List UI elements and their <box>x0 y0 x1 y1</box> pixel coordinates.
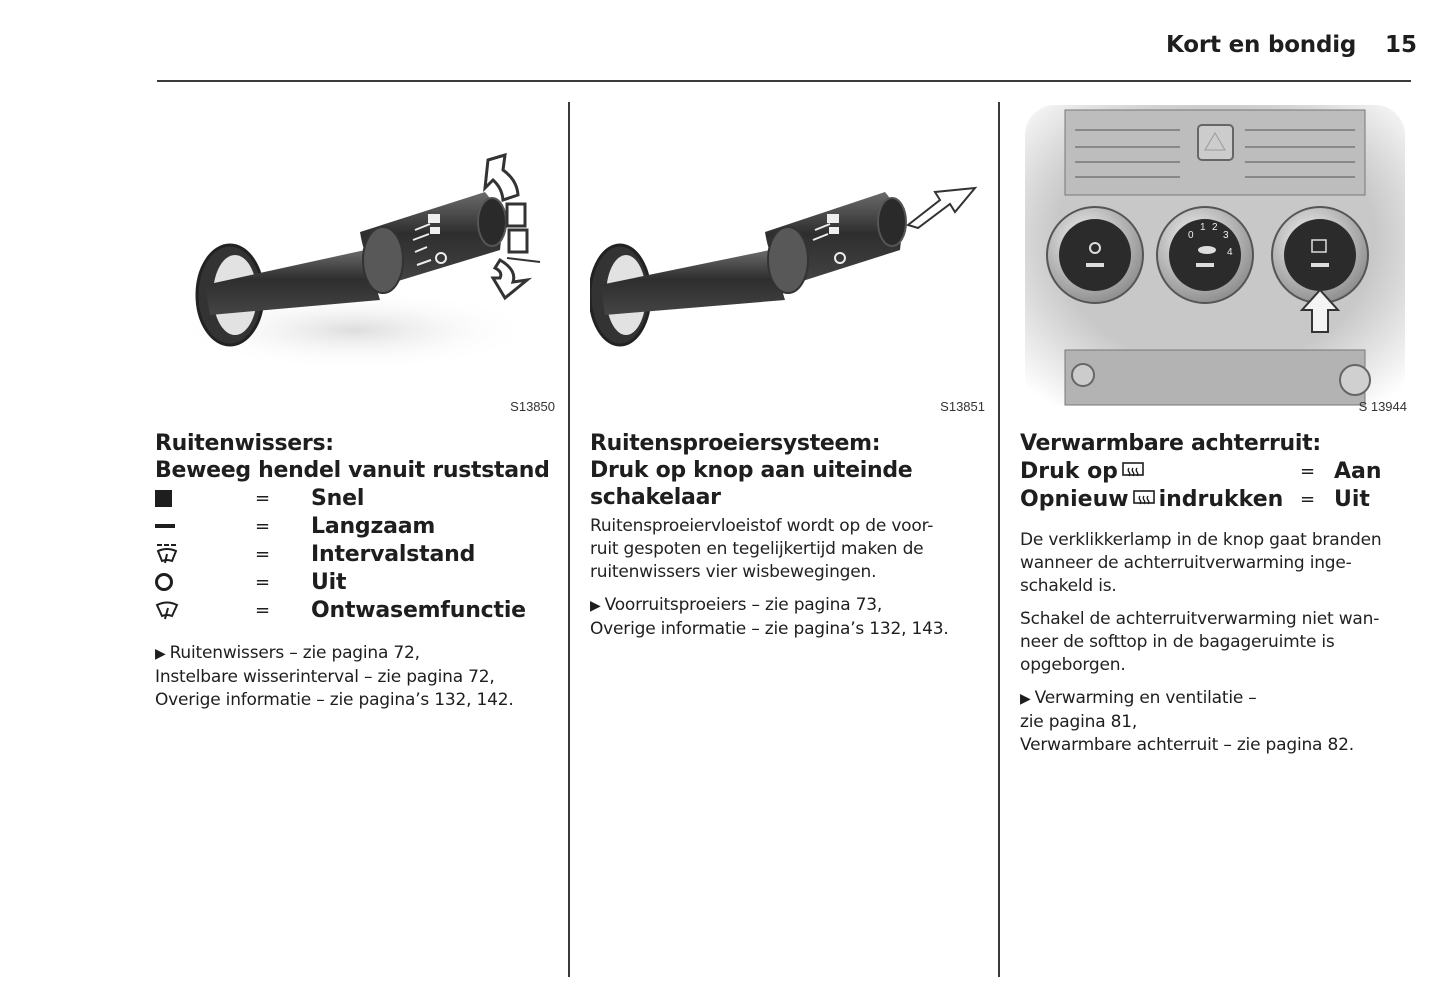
legend-row <box>155 540 555 568</box>
column-wipers <box>155 100 555 712</box>
wiper-icon <box>155 599 179 621</box>
figure-caption: S13850 <box>510 399 555 414</box>
body-line: De verklikkerlamp in de knop gaat branden <box>1020 530 1382 550</box>
switch-value: Aan <box>1334 458 1382 484</box>
switch-row <box>1020 457 1415 485</box>
column-divider <box>568 102 570 977</box>
reference-link[interactable]: Verwarming en ventilatie – <box>1034 688 1257 708</box>
equals-sign: = <box>1300 460 1316 482</box>
figure-caption: S13851 <box>940 399 985 414</box>
reference-link[interactable]: Ruitenwissers – zie pagina 72, <box>169 643 420 663</box>
triangle-bullet-icon: ▶ <box>155 646 166 662</box>
switch-value: Uit <box>1334 486 1370 512</box>
fan-dial-label: 2 <box>1212 222 1218 233</box>
column-divider <box>998 102 1000 977</box>
legend-row <box>155 596 555 624</box>
interval-wiper-icon <box>155 543 179 565</box>
reference-link[interactable]: zie pagina 81, <box>1020 712 1138 732</box>
body-line: ruitenwissers vier wisbewegingen. <box>590 562 877 582</box>
equals-sign: = <box>255 515 271 537</box>
heading-line: Beweeg hendel vanuit ruststand <box>155 458 550 483</box>
body-line: Schakel de achterruitverwarming niet wan- <box>1020 609 1380 629</box>
fan-dial-label: 0 <box>1188 230 1194 241</box>
rear-window-heater-icon <box>1132 489 1156 509</box>
figure-washer-stalk <box>590 100 985 418</box>
wiper-legend <box>155 484 555 624</box>
paragraph <box>1020 608 1415 677</box>
body-line: wanneer de achterruitverwarming inge- <box>1020 553 1352 573</box>
body-line: Ruitensproeiervloeistof wordt op de voor- <box>590 516 934 536</box>
equals-sign: = <box>255 571 271 593</box>
paragraph <box>1020 529 1415 598</box>
body-line: neer de softtop in de bagageruimte is <box>1020 632 1335 652</box>
legend-label: Ontwasemfunctie <box>311 597 526 623</box>
equals-sign: = <box>255 599 271 621</box>
cross-references <box>590 594 985 641</box>
column-washer <box>590 100 985 641</box>
switch-prefix: Druk op <box>1020 458 1118 484</box>
cross-references <box>1020 687 1415 757</box>
header-rule <box>157 80 1411 82</box>
heading-line: Druk op knop aan uiteinde <box>590 458 913 483</box>
body-text <box>590 515 985 584</box>
heading-line: Verwarmbare achterruit: <box>1020 431 1321 456</box>
fan-dial-label: 3 <box>1223 230 1229 241</box>
page-number: 15 <box>1385 32 1418 58</box>
switch-prefix: Opnieuw <box>1020 486 1129 512</box>
switch-table <box>1020 457 1415 513</box>
circle-off-icon <box>155 573 173 591</box>
legend-label: Uit <box>311 569 347 595</box>
wiper-stalk-push-illustration <box>590 100 985 418</box>
wiper-stalk-rotate-illustration <box>155 100 555 418</box>
body-line: schakeld is. <box>1020 576 1117 596</box>
filled-square-icon <box>155 490 172 507</box>
climate-control-panel-illustration <box>1020 100 1415 418</box>
fan-dial-label: 1 <box>1200 222 1206 233</box>
column-rear-window <box>1020 100 1415 757</box>
equals-sign: = <box>1300 488 1316 510</box>
reference-link[interactable]: Voorruitsproeiers – zie pagina 73, <box>604 595 883 615</box>
rear-window-heater-icon <box>1121 461 1145 481</box>
reference-link[interactable]: Instelbare wisserinterval – zie pagina 72, <box>155 667 495 687</box>
legend-row <box>155 512 555 540</box>
equals-sign: = <box>255 543 271 565</box>
heading-line: schakelaar <box>590 485 721 510</box>
body-line: ruit gespoten en tegelijkertijd maken de <box>590 539 924 559</box>
cross-references <box>155 642 555 712</box>
legend-label: Intervalstand <box>311 541 476 567</box>
section-title: Kort en bondig <box>1166 32 1357 58</box>
legend-label: Langzaam <box>311 513 436 539</box>
heading-line: Ruitenwissers: <box>155 431 334 456</box>
legend-row <box>155 568 555 596</box>
figure-caption: S 13944 <box>1358 399 1407 414</box>
triangle-bullet-icon: ▶ <box>1020 691 1031 707</box>
figure-wiper-stalk <box>155 100 555 418</box>
heading-line: Ruitensproeiersysteem: <box>590 431 881 456</box>
fan-dial-label: 4 <box>1227 247 1233 258</box>
switch-row <box>1020 485 1415 513</box>
legend-row <box>155 484 555 512</box>
triangle-bullet-icon: ▶ <box>590 598 601 614</box>
legend-label: Snel <box>311 485 365 511</box>
reference-link[interactable]: Overige informatie – zie pagina’s 132, 142. <box>155 690 514 710</box>
equals-sign: = <box>255 487 271 509</box>
dash-icon <box>155 524 175 528</box>
figure-climate-panel <box>1020 100 1415 418</box>
reference-link[interactable]: Overige informatie – zie pagina’s 132, 143. <box>590 619 949 639</box>
reference-link[interactable]: Verwarmbare achterruit – zie pagina 82. <box>1020 735 1354 755</box>
switch-suffix: indrukken <box>1158 486 1284 512</box>
body-line: opgeborgen. <box>1020 655 1126 675</box>
